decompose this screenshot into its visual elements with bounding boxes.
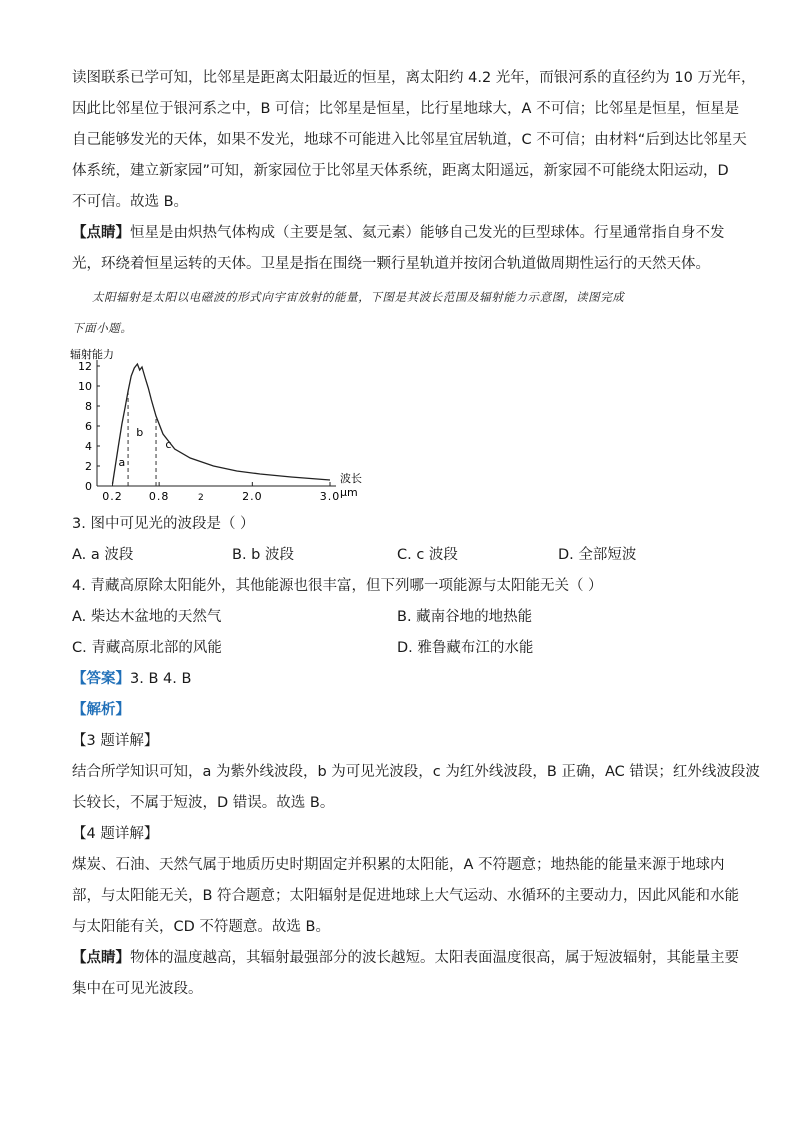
- note-line: 光，环绕着恒星运转的天体。卫星是指在围绕一颗行星轨道并按闭合轨道做周期性运行的天然天体。: [72, 256, 710, 272]
- text-line: 读图联系已学可知，比邻星是距离太阳最近的恒星，离太阳约 4.2 光年，而银河系的直径约为 10 万光年，: [72, 70, 756, 86]
- answer-text: 3. B 4. B: [130, 671, 192, 687]
- q4-option-b: B. 藏南谷地的地热能: [397, 609, 533, 625]
- y-tick-label: 2: [85, 460, 92, 473]
- note-text: 物体的温度越高，其辐射最强部分的波长越短。太阳表面温度很高，属于短波辐射，其能量主要: [130, 950, 739, 966]
- text-line: 煤炭、石油、天然气属于地质历史时期固定并积累的太阳能，A 不符题意；地热能的能量来源于地球内: [72, 857, 725, 873]
- region-label: a: [118, 456, 126, 469]
- intro-line: 下面小题。: [72, 321, 133, 335]
- region-label: b: [136, 426, 144, 439]
- q3-option-c: C. c 波段: [397, 547, 458, 563]
- detail-4-label: 【4 题详解】: [72, 826, 159, 842]
- x-tick-label: 0.2: [102, 490, 123, 502]
- y-tick-label: 0: [85, 480, 92, 493]
- intro-line: 太阳辐射是太阳以电磁波的形式向宇宙放射的能量，下图是其波长范围及辐射能力示意图，读图完成: [92, 290, 625, 304]
- q4-option-d: D. 雅鲁藏布江的水能: [397, 640, 534, 656]
- note-label: 【点睛】: [72, 950, 130, 966]
- y-axis-label: 辐射能力: [70, 348, 114, 361]
- note-line: 集中在可见光波段。: [72, 981, 203, 997]
- note-line: [72, 223, 725, 243]
- text-line: 体系统，建立新家园”可知，新家园位于比邻星天体系统，距离太阳遥远，新家园不可能绕太阳运动，D: [72, 163, 729, 179]
- q3-option-b: B. b 波段: [232, 547, 294, 563]
- text-line: 不可信。故选 B。: [72, 194, 189, 210]
- y-tick-label: 6: [85, 420, 92, 433]
- y-tick-label: 8: [85, 400, 92, 413]
- x-tick-label: 2: [197, 493, 204, 502]
- text-line: 因此比邻星位于银河系之中，B 可信；比邻星是恒星，比行星地球大，A 不可信；比邻星是恒星，恒星是: [72, 101, 740, 117]
- q4-option-c: C. 青藏高原北部的风能: [72, 640, 222, 656]
- note-label: 【点睛】: [72, 225, 130, 241]
- text-line: 与太阳能有关，CD 不符题意。故选 B。: [72, 919, 330, 935]
- y-tick-label: 10: [78, 380, 92, 393]
- radiation-chart: [68, 340, 388, 502]
- text-line: 部，与太阳能无关，B 符合题意；太阳辐射是促进地球上大气运动、水循环的主要动力，因此风能和水能: [72, 888, 740, 904]
- q3-option-d: D. 全部短波: [558, 547, 637, 563]
- y-tick-label: 4: [85, 440, 92, 453]
- note-line: [72, 948, 739, 968]
- text-line: 长较长，不属于短波，D 错误。故选 B。: [72, 795, 335, 811]
- radiation-curve: [113, 364, 331, 484]
- x-tick-label: 3.0: [319, 490, 341, 502]
- detail-3-label: 【3 题详解】: [72, 733, 159, 749]
- answer-line: [72, 669, 191, 689]
- region-label: c: [165, 438, 172, 451]
- answer-label: 【答案】: [72, 671, 130, 687]
- q3-option-a: A. a 波段: [72, 547, 134, 563]
- analysis-label: 【解析】: [72, 702, 130, 718]
- x-axis-label: 波长: [340, 472, 362, 485]
- y-tick-label: 12: [78, 360, 92, 373]
- note-text: 恒星是由炽热气体构成（主要是氢、氦元素）能够自己发光的巨型球体。行星通常指自身不发: [130, 225, 725, 241]
- text-line: 自己能够发光的天体，如果不发光，地球不可能进入比邻星宜居轨道，C 不可信；由材料“后到达比邻星天: [72, 132, 747, 148]
- q4-option-a: A. 柴达木盆地的天然气: [72, 609, 222, 625]
- text-line: 结合所学知识可知，a 为紫外线波段，b 为可见光波段，c 为红外线波段，B 正确，AC 错误；红外线波段波: [72, 764, 760, 780]
- x-axis-unit: μm: [340, 486, 358, 499]
- question-3-stem: 3. 图中可见光的波段是（ ）: [72, 516, 255, 532]
- x-tick-label: 0.8: [148, 490, 170, 502]
- x-tick-label: 2.0: [242, 490, 263, 502]
- question-4-stem: 4. 青藏高原除太阳能外，其他能源也很丰富，但下列哪一项能源与太阳能无关（ ）: [72, 578, 603, 594]
